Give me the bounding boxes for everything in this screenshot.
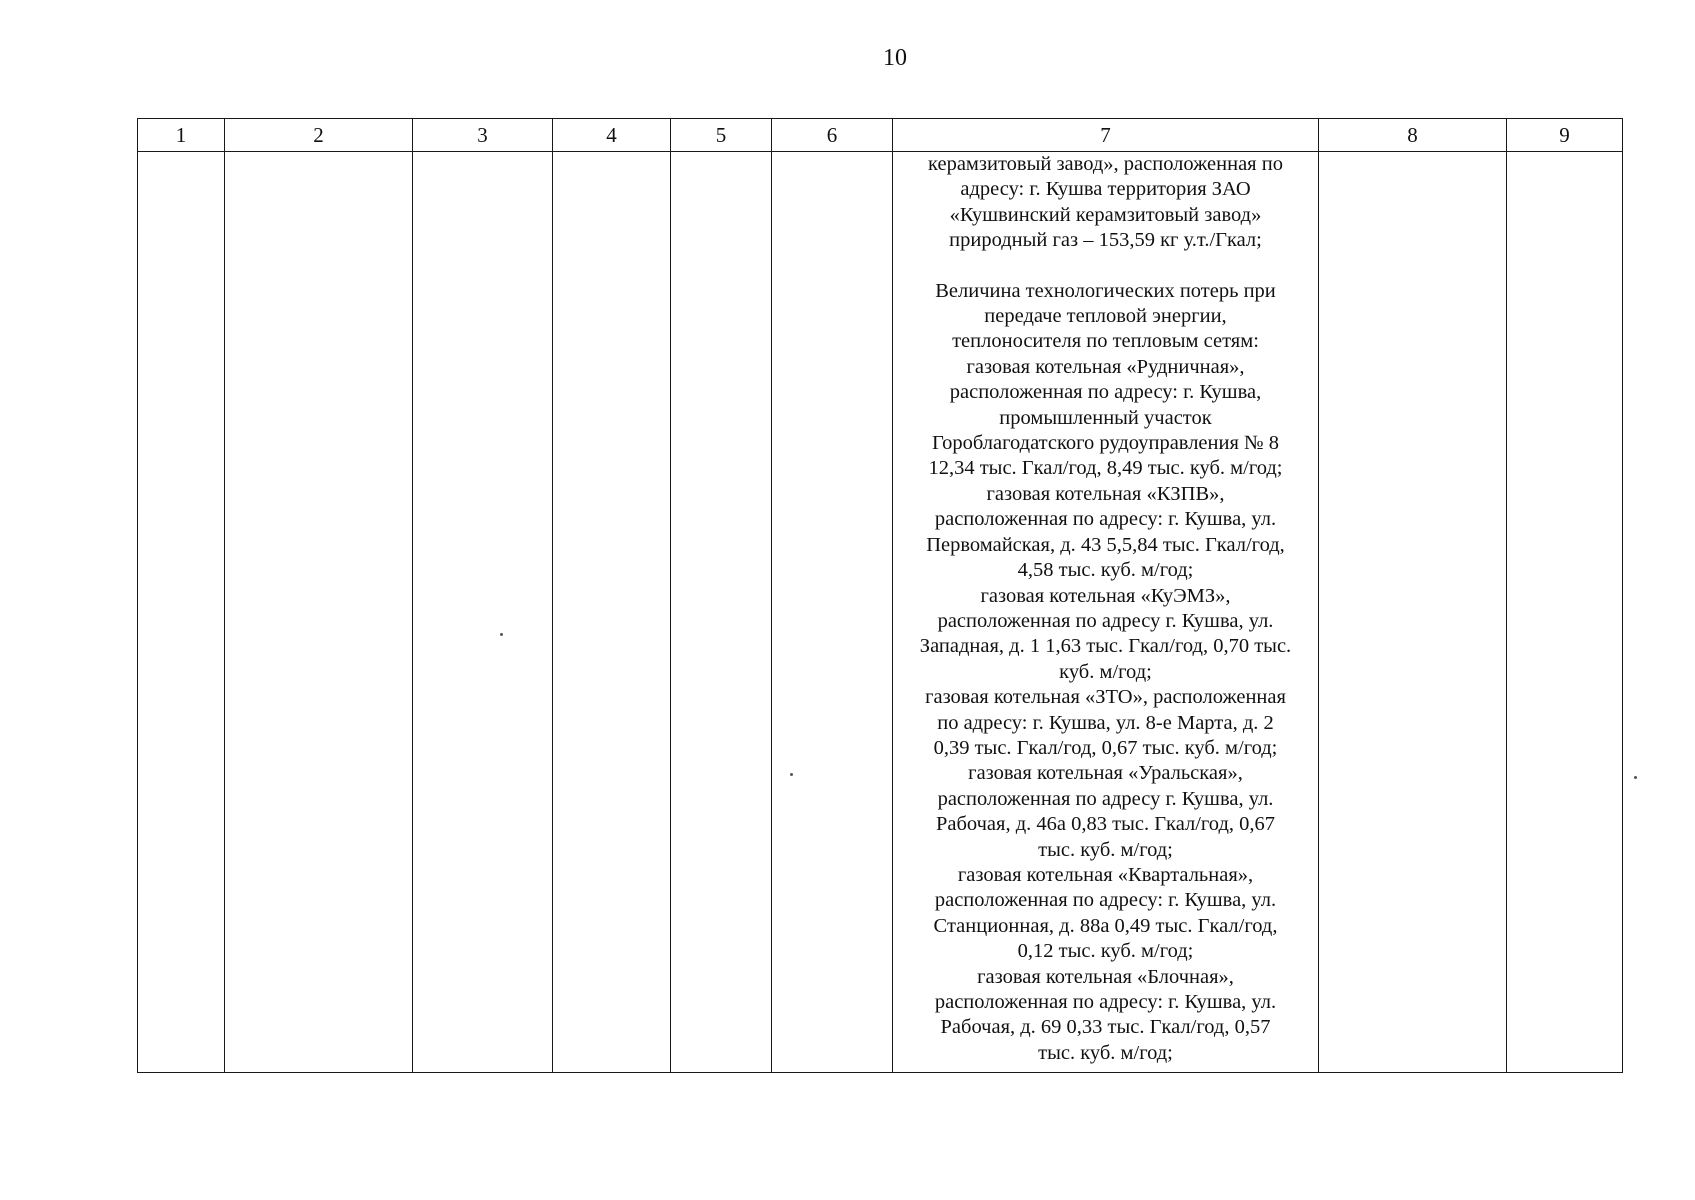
text-line: промышленный участок <box>999 406 1212 429</box>
text-line: газовая котельная «КЗПВ», <box>986 482 1225 505</box>
text-line: газовая котельная «ЗТО», расположенная <box>925 686 1286 709</box>
cell-col-8 <box>1319 152 1507 1073</box>
text-line: 0,39 тыс. Гкал/год, 0,67 тыс. куб. м/год; <box>933 736 1278 759</box>
scan-speck <box>500 633 503 636</box>
column-header-1: 1 <box>138 119 225 152</box>
column-header-7: 7 <box>893 119 1319 152</box>
text-line: Западная, д. 1 1,63 тыс. Гкал/год, 0,70 тыс. <box>919 635 1292 658</box>
text-line: Первомайская, д. 43 5,5,84 тыс. Гкал/год, <box>926 533 1285 556</box>
cell-col-4 <box>553 152 671 1073</box>
text-line: передаче тепловой энергии, <box>984 305 1227 328</box>
text-line: 4,58 тыс. куб. м/год; <box>1017 559 1194 582</box>
text-line: газовая котельная «Блочная», <box>977 965 1234 988</box>
scan-speck <box>790 773 793 776</box>
cell-col-1 <box>138 152 225 1073</box>
page-number: 10 <box>883 45 907 71</box>
cell-col-2 <box>225 152 413 1073</box>
text-line: «Кушвинский керамзитовый завод» <box>949 203 1262 226</box>
text-line: природный газ – 153,59 кг у.т./Гкал; <box>949 229 1262 252</box>
text-line: газовая котельная «Рудничная», <box>966 355 1245 378</box>
text-line: куб. м/год; <box>1059 660 1152 683</box>
column-header-6: 6 <box>772 119 893 152</box>
table-row <box>138 152 1623 1073</box>
text-line: расположенная по адресу: г. Кушва, ул. <box>934 508 1277 531</box>
paragraph-gap <box>897 254 1314 279</box>
text-line: Рабочая, д. 46а 0,83 тыс. Гкал/год, 0,67 <box>935 813 1276 836</box>
scan-speck <box>1634 776 1637 779</box>
text-line: тыс. куб. м/год; <box>1038 838 1173 861</box>
text-line: 12,34 тыс. Гкал/год, 8,49 тыс. куб. м/год; <box>928 457 1283 480</box>
text-line: расположенная по адресу: г. Кушва, ул. <box>934 991 1277 1013</box>
text-line: 0,12 тыс. куб. м/год; <box>1017 940 1194 963</box>
text-line: адресу: г. Кушва территория ЗАО <box>960 178 1251 201</box>
column-header-9: 9 <box>1507 119 1623 152</box>
cell-col-3 <box>413 152 553 1073</box>
text-line: теплоносителя по тепловым сетям: <box>952 330 1259 353</box>
header-row <box>138 119 1623 152</box>
text-line: керамзитовый завод», расположенная по <box>928 153 1283 175</box>
text-line: расположенная по адресу г. Кушва, ул. <box>937 787 1274 810</box>
column-header-5: 5 <box>671 119 772 152</box>
column-header-8: 8 <box>1319 119 1507 152</box>
paragraph-heat-losses <box>897 279 1314 1067</box>
column-header-2: 2 <box>225 119 413 152</box>
cell-col-5 <box>671 152 772 1073</box>
cell-col-6 <box>772 152 893 1073</box>
text-line: расположенная по адресу: г. Кушва, <box>949 381 1262 404</box>
text-line: Станционная, д. 88а 0,49 тыс. Гкал/год, <box>933 914 1278 937</box>
column-header-3: 3 <box>413 119 553 152</box>
document-table <box>137 118 1623 1073</box>
text-line: Рабочая, д. 69 0,33 тыс. Гкал/год, 0,57 <box>940 1016 1271 1039</box>
column-header-4: 4 <box>553 119 671 152</box>
text-line: расположенная по адресу г. Кушва, ул. <box>937 609 1274 632</box>
text-line: по адресу: г. Кушва, ул. 8-е Марта, д. 2 <box>937 711 1274 734</box>
text-line: Гороблагодатского рудоуправления № 8 <box>932 432 1279 455</box>
cell-col-7 <box>893 152 1319 1073</box>
text-line: расположенная по адресу: г. Кушва, ул. <box>934 889 1277 912</box>
text-line: газовая котельная «КуЭМЗ», <box>980 584 1231 607</box>
text-line: газовая котельная «Квартальная», <box>957 863 1254 886</box>
text-line: Величина технологических потерь при <box>935 279 1276 302</box>
paragraph-fuel-norm <box>897 152 1314 254</box>
cell-col-7-text <box>893 152 1318 1066</box>
cell-col-9 <box>1507 152 1623 1073</box>
text-line: газовая котельная «Уральская», <box>968 762 1243 785</box>
text-line: тыс. куб. м/год; <box>1038 1041 1173 1064</box>
